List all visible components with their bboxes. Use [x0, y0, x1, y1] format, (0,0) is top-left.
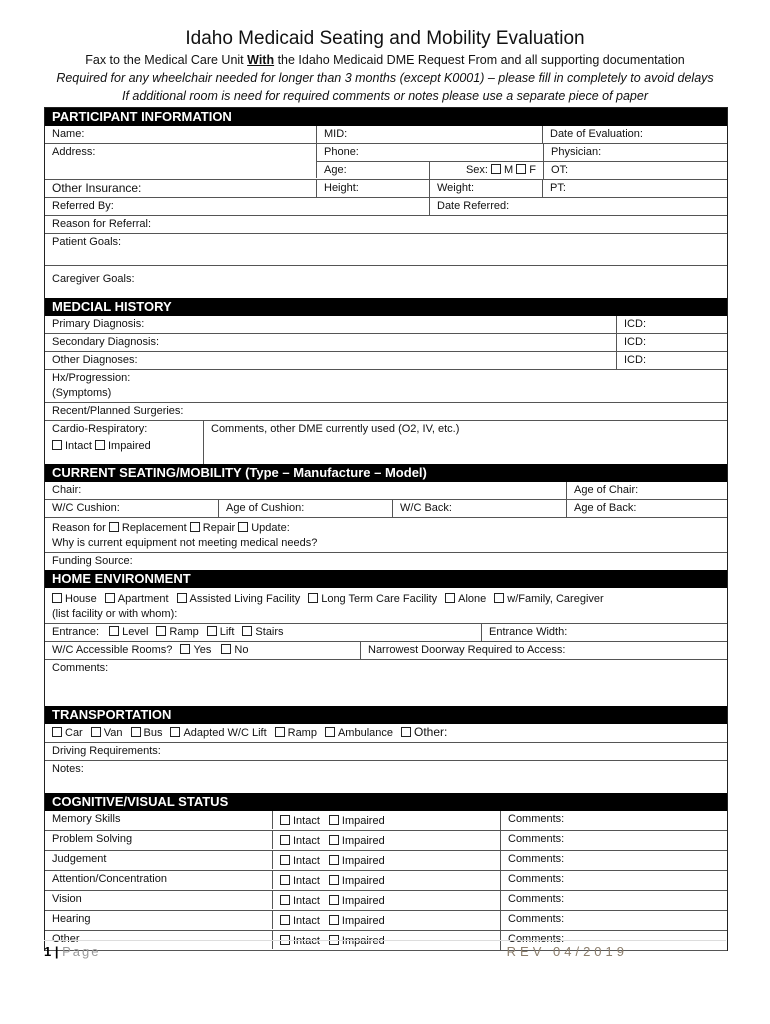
participant-heading: PARTICIPANT INFORMATION — [45, 108, 727, 126]
transport-option[interactable] — [52, 727, 83, 739]
cognitive-row — [45, 811, 727, 831]
secondary-diagnosis-field[interactable]: Secondary Diagnosis: — [45, 334, 617, 351]
age-back-field[interactable]: Age of Back: — [574, 502, 637, 514]
cognitive-item-label: Attention/Concentration — [45, 871, 273, 889]
fax-pre-text: Fax to the Medical Care Unit — [85, 53, 248, 67]
transport-notes-field[interactable]: Notes: — [52, 763, 84, 775]
footer-divider — [44, 940, 726, 941]
replacement-checkbox[interactable] — [109, 522, 119, 532]
page-title: Idaho Medicaid Seating and Mobility Evaluation — [185, 28, 585, 49]
cognitive-comments-field[interactable]: Comments: — [508, 833, 565, 845]
mid-field[interactable]: MID: — [317, 126, 543, 143]
rooms-label: W/C Accessible Rooms? — [52, 644, 173, 656]
entrance-option[interactable] — [156, 626, 198, 638]
transport-option[interactable] — [131, 727, 163, 739]
page-separator: | — [51, 944, 63, 959]
height-field[interactable]: Height: — [317, 180, 430, 197]
transport-option[interactable] — [170, 727, 266, 739]
transport-checkbox[interactable] — [275, 727, 285, 737]
entrance-option[interactable] — [242, 626, 283, 638]
cognitive-row — [45, 871, 727, 891]
icd-field-3[interactable]: ICD: — [624, 354, 646, 366]
symptoms-label: (Symptoms) — [52, 387, 112, 399]
impaired-checkbox[interactable] — [329, 835, 339, 845]
male-checkbox[interactable] — [491, 164, 501, 174]
repair-checkbox[interactable] — [190, 522, 200, 532]
home-checkbox[interactable] — [494, 593, 504, 603]
home-checkbox[interactable] — [52, 593, 62, 603]
entrance-width-field[interactable]: Entrance Width: — [489, 626, 568, 638]
transport-option-label: Bus — [143, 727, 163, 739]
cushion-field[interactable]: W/C Cushion: — [45, 500, 219, 517]
weight-field[interactable]: Weight: — [430, 180, 543, 197]
transport-option-label: Van — [103, 727, 123, 739]
cognitive-status[interactable] — [273, 811, 501, 830]
cognitive-comments-field[interactable]: Comments: — [508, 893, 565, 905]
home-option-label: w/Family, Caregiver — [507, 593, 604, 605]
female-label: F — [529, 164, 536, 176]
name-field[interactable]: Name: — [45, 126, 317, 143]
transport-option-label: Ambulance — [337, 727, 394, 739]
home-option[interactable] — [494, 593, 603, 605]
age-cushion-field[interactable]: Age of Cushion: — [219, 500, 393, 517]
transport-heading: TRANSPORTATION — [45, 706, 727, 724]
transport-option[interactable] — [325, 727, 393, 739]
entrance-checkbox[interactable] — [109, 626, 119, 636]
intact-label: Intact — [293, 895, 320, 907]
home-heading: HOME ENVIRONMENT — [45, 570, 727, 588]
rooms-no-label: No — [234, 644, 249, 656]
entrance-option-label: Stairs — [255, 626, 284, 638]
cognitive-status[interactable] — [273, 831, 501, 850]
cognitive-row — [45, 911, 727, 931]
home-checkbox[interactable] — [308, 593, 318, 603]
other-diagnoses-field[interactable]: Other Diagnoses: — [45, 352, 617, 369]
impaired-label: Impaired — [341, 835, 385, 847]
revision-label: REV 04/2019 — [506, 944, 628, 959]
fax-post-text: the Idaho Medicaid DME Request From and all supporting documentation — [274, 53, 685, 67]
home-option-label: Alone — [458, 593, 487, 605]
cognitive-item-label: Hearing — [45, 911, 273, 929]
impaired-group[interactable] — [329, 915, 385, 927]
cognitive-row — [45, 831, 727, 851]
repair-label: Repair — [202, 522, 236, 534]
date-referred-field[interactable]: Date Referred: — [437, 200, 510, 212]
intact-checkbox[interactable] — [280, 855, 290, 865]
transport-option-label: Adapted W/C Lift — [183, 727, 267, 739]
impaired-checkbox[interactable] — [329, 815, 339, 825]
back-field[interactable]: W/C Back: — [393, 500, 567, 517]
intact-checkbox[interactable] — [280, 915, 290, 925]
cardio-impaired-checkbox[interactable] — [95, 440, 105, 450]
cognitive-item-label: Problem Solving — [45, 831, 273, 849]
intact-checkbox[interactable] — [280, 875, 290, 885]
cognitive-comments-field[interactable]: Comments: — [508, 933, 565, 945]
impaired-group[interactable] — [329, 855, 385, 867]
update-checkbox[interactable] — [238, 522, 248, 532]
transport-options — [52, 727, 401, 739]
home-option[interactable] — [308, 593, 437, 605]
patient-goals-field[interactable]: Patient Goals: — [52, 236, 122, 248]
transport-option[interactable] — [275, 727, 317, 739]
transport-option-label: Car — [65, 727, 83, 739]
cognitive-comments-field[interactable]: Comments: — [508, 813, 565, 825]
hx-label: Hx/Progression: — [52, 372, 131, 384]
page-number: 1 — [44, 944, 52, 959]
home-option[interactable] — [177, 593, 301, 605]
reason-for-label: Reason for — [52, 522, 106, 534]
entrance-checkbox[interactable] — [156, 626, 166, 636]
impaired-label: Impaired — [341, 935, 385, 947]
cognitive-item-label: Other — [45, 931, 273, 949]
fax-instruction — [0, 53, 770, 67]
entrance-field[interactable] — [45, 624, 482, 641]
cognitive-row — [45, 851, 727, 871]
surgeries-field[interactable]: Recent/Planned Surgeries: — [52, 405, 184, 417]
cognitive-heading: COGNITIVE/VISUAL STATUS — [45, 793, 727, 811]
hx-progression-field[interactable] — [45, 370, 727, 402]
home-type-field[interactable] — [45, 588, 727, 623]
entrance-option[interactable] — [207, 626, 235, 638]
cognitive-item-label: Memory Skills — [45, 811, 273, 829]
intact-checkbox[interactable] — [280, 895, 290, 905]
impaired-checkbox[interactable] — [329, 855, 339, 865]
impaired-group[interactable] — [329, 895, 385, 907]
date-eval-field[interactable]: Date of Evaluation: — [550, 128, 643, 140]
cardio-intact-label: Intact — [65, 440, 92, 452]
impaired-group[interactable] — [329, 815, 385, 827]
home-options — [52, 592, 720, 607]
cognitive-comments-field[interactable]: Comments: — [508, 913, 565, 925]
icd-field-2[interactable]: ICD: — [624, 336, 646, 348]
impaired-group[interactable] — [329, 935, 385, 947]
home-option[interactable] — [445, 593, 486, 605]
rooms-yes-label: Yes — [193, 644, 212, 656]
home-option[interactable] — [52, 593, 97, 605]
cognitive-item-label: Judgement — [45, 851, 273, 869]
impaired-checkbox[interactable] — [329, 875, 339, 885]
transport-checkbox[interactable] — [91, 727, 101, 737]
transport-checkbox[interactable] — [170, 727, 180, 737]
funding-field[interactable]: Funding Source: — [52, 555, 133, 567]
impaired-label: Impaired — [341, 855, 385, 867]
other-insurance-field[interactable]: Other Insurance: — [45, 180, 317, 197]
medical-heading: MEDCIAL HISTORY — [45, 298, 727, 316]
entrance-checkbox[interactable] — [242, 626, 252, 636]
male-label: M — [504, 164, 514, 176]
cognitive-status[interactable] — [273, 871, 501, 890]
reason-for-field[interactable] — [45, 518, 727, 552]
impaired-label: Impaired — [341, 875, 385, 887]
home-checkbox[interactable] — [445, 593, 455, 603]
intact-checkbox[interactable] — [280, 835, 290, 845]
cognitive-comments-field[interactable]: Comments: — [508, 873, 565, 885]
address-field[interactable]: Address: — [45, 144, 317, 178]
page-word: Page — [62, 944, 101, 959]
list-facility-label: (list facility or with whom): — [52, 608, 178, 620]
sex-label: Sex: — [465, 164, 488, 176]
phone-field[interactable]: Phone: — [317, 144, 543, 162]
fax-with-text: With — [247, 53, 275, 67]
page-footer — [44, 944, 100, 959]
age-field[interactable]: Age: — [317, 162, 430, 179]
home-comments-field[interactable]: Comments: — [52, 662, 109, 674]
home-option[interactable] — [105, 593, 169, 605]
transport-option-label: Ramp — [287, 727, 317, 739]
impaired-group[interactable] — [329, 875, 385, 887]
impaired-label: Impaired — [341, 895, 385, 907]
rooms-yes-checkbox[interactable] — [180, 644, 190, 654]
cognitive-status[interactable] — [273, 891, 501, 910]
replacement-label: Replacement — [121, 522, 187, 534]
home-option-label: House — [65, 593, 97, 605]
impaired-label: Impaired — [341, 915, 385, 927]
entrance-option[interactable] — [109, 626, 148, 638]
impaired-checkbox[interactable] — [329, 895, 339, 905]
dme-comments-field[interactable]: Comments, other DME currently used (O2, IV, etc.) — [211, 423, 460, 435]
rooms-no-checkbox[interactable] — [221, 644, 231, 654]
cardio-label: Cardio-Respiratory: — [52, 423, 148, 435]
intact-checkbox[interactable] — [280, 815, 290, 825]
entrance-label: Entrance: — [52, 626, 100, 638]
home-checkbox[interactable] — [105, 593, 115, 603]
room-note: If additional room is need for required comments or notes please use a separate piece of paper — [121, 89, 648, 103]
cognitive-status[interactable] — [273, 911, 501, 930]
entrance-option-label: Level — [122, 626, 149, 638]
home-option-label: Assisted Living Facility — [189, 593, 301, 605]
home-checkbox[interactable] — [177, 593, 187, 603]
intact-label: Intact — [293, 875, 320, 887]
age-chair-field[interactable]: Age of Chair: — [574, 484, 639, 496]
doorway-field[interactable]: Narrowest Doorway Required to Access: — [368, 644, 566, 656]
entrance-options — [109, 626, 291, 638]
cardio-field[interactable] — [45, 421, 204, 464]
transport-checkbox[interactable] — [131, 727, 141, 737]
chair-field[interactable]: Chair: — [45, 482, 567, 499]
female-checkbox[interactable] — [516, 164, 526, 174]
transport-other-checkbox[interactable] — [401, 727, 411, 737]
accessible-rooms-field[interactable] — [45, 642, 361, 659]
cognitive-comments-field[interactable]: Comments: — [508, 853, 565, 865]
cognitive-row — [45, 891, 727, 911]
entrance-option-label: Lift — [219, 626, 235, 638]
transport-option[interactable] — [91, 727, 123, 739]
cardio-intact-checkbox[interactable] — [52, 440, 62, 450]
evaluation-form — [44, 107, 728, 951]
intact-label: Intact — [293, 935, 320, 947]
cognitive-item-label: Vision — [45, 891, 273, 909]
cognitive-status[interactable] — [273, 851, 501, 870]
home-option-label: Long Term Care Facility — [321, 593, 438, 605]
transport-other-label: Other: — [414, 725, 448, 739]
cognitive-table — [45, 811, 727, 951]
physician-field[interactable]: Physician: — [544, 144, 727, 162]
transport-type-field[interactable] — [45, 724, 727, 742]
intact-label: Intact — [293, 855, 320, 867]
intact-label: Intact — [293, 915, 320, 927]
impaired-label: Impaired — [341, 815, 385, 827]
cardio-impaired-label: Impaired — [107, 440, 151, 452]
referred-by-field[interactable]: Referred By: — [45, 198, 430, 215]
entrance-option-label: Ramp — [169, 626, 199, 638]
seating-heading: CURRENT SEATING/MOBILITY (Type – Manufacture – Model) — [45, 464, 727, 482]
intact-label: Intact — [293, 815, 320, 827]
impaired-checkbox[interactable] — [329, 915, 339, 925]
required-note: Required for any wheelchair needed for longer than 3 months (except K0001) – please fill in completely to avoid delays — [56, 71, 714, 85]
impaired-group[interactable] — [329, 835, 385, 847]
driving-field[interactable]: Driving Requirements: — [52, 745, 161, 757]
primary-diagnosis-field[interactable]: Primary Diagnosis: — [45, 316, 617, 333]
reason-referral-field[interactable]: Reason for Referral: — [52, 218, 152, 230]
transport-checkbox[interactable] — [325, 727, 335, 737]
entrance-checkbox[interactable] — [207, 626, 217, 636]
intact-label: Intact — [293, 835, 320, 847]
transport-checkbox[interactable] — [52, 727, 62, 737]
ot-field[interactable]: OT: — [551, 164, 569, 176]
why-label: Why is current equipment not meeting medical needs? — [52, 537, 318, 549]
home-option-label: Apartment — [117, 593, 169, 605]
icd-field-1[interactable]: ICD: — [624, 318, 646, 330]
caregiver-goals-field[interactable]: Caregiver Goals: — [52, 273, 135, 285]
pt-field[interactable]: PT: — [550, 182, 566, 194]
sex-field[interactable] — [430, 162, 543, 179]
update-label: Update: — [251, 522, 290, 534]
